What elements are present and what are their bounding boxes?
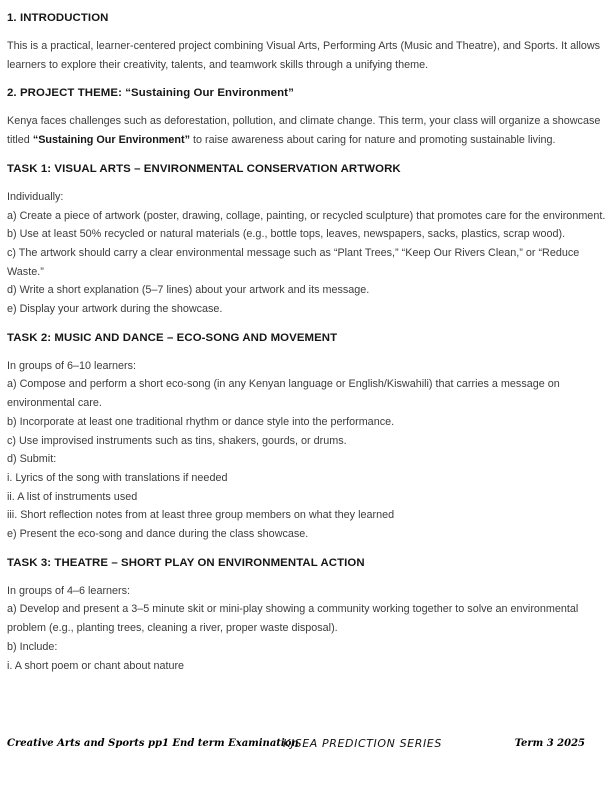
task2-instructions [7,357,606,544]
introduction-paragraph: This is a practical, learner-centered project combining Visual Arts, Performing Arts (Music and Theatre), and Sports. It allows learners to explore their creativity, talents, and teamwork skills through a unifying theme. [7,40,601,71]
section-heading-project-theme: 2. PROJECT THEME: “Sustaining Our Environment” [7,87,294,100]
task3-line: In groups of 4–6 learners: [7,584,131,597]
project-theme-paragraph [7,112,606,149]
theme-title-bold: “Sustaining Our Environment” [32,134,190,147]
section-heading-task2: TASK 2: MUSIC AND DANCE – ECO-SONG AND MOVEMENT [7,331,338,344]
task1-line: Individually: [7,190,64,203]
task1-line: e) Display your artwork during the showcase. [7,303,223,316]
task2-line: a) Compose and perform a short eco-song (in any Kenyan language or English/Kiswahili) that carries a message on environmental care. [7,378,560,410]
footer-term-label: Term 3 2025 [514,738,585,749]
task1-instructions [7,188,606,319]
task1-line: b) Use at least 50% recycled or natural materials (e.g., bottle tops, leaves, newspapers, sacks, plastics, scrap wood). [7,228,566,241]
task2-line: e) Present the eco-song and dance during the class showcase. [7,528,309,541]
task3-instructions [7,582,606,676]
footer-series-label: KJSEA PREDICTION SERIES [283,737,442,750]
section-heading-task1: TASK 1: VISUAL ARTS – ENVIRONMENTAL CONSERVATION ARTWORK [7,162,401,175]
theme-paragraph-text-start: Kenya faces challenges such as deforestation, pollution, and climate change. This term, your class will organize a showcase titled [7,115,601,147]
task3-line: a) Develop and present a 3–5 minute skit or mini-play showing a community working together to solve an environmental problem (e.g., planting trees, cleaning a river, proper waste disposal). [7,603,579,635]
task2-line: ii. A list of instruments used [7,490,138,503]
task2-line: In groups of 6–10 learners: [7,359,137,372]
task2-line: i. Lyrics of the song with translations if needed [7,471,228,484]
task1-line: a) Create a piece of artwork (poster, drawing, collage, painting, or recycled sculpture) that promotes care for the environment. [7,209,606,222]
page-footer [0,736,612,756]
task3-line: b) Include: [7,640,58,653]
footer-exam-title: Creative Arts and Sports pp1 End term Examination [7,738,299,749]
task2-line: d) Submit: [7,453,57,466]
section-heading-task3: TASK 3: THEATRE – SHORT PLAY ON ENVIRONMENTAL ACTION [7,556,365,569]
section-heading-introduction: 1. INTRODUCTION [7,12,109,24]
task1-line: d) Write a short explanation (5–7 lines) about your artwork and its message. [7,284,370,297]
task1-line: c) The artwork should carry a clear environmental message such as “Plant Trees,” “Keep Our Rivers Clean,” or “Reduce Waste.” [7,246,580,278]
task2-line: iii. Short reflection notes from at least three group members on what they learned [7,509,395,522]
task2-line: c) Use improvised instruments such as tins, shakers, gourds, or drums. [7,434,347,447]
task2-line: b) Incorporate at least one traditional rhythm or dance style into the performance. [7,415,395,428]
task3-line: i. A short poem or chant about nature [7,659,185,672]
document-body [7,9,606,675]
theme-paragraph-text-end: to raise awareness about caring for nature and promoting sustainable living. [189,134,556,147]
